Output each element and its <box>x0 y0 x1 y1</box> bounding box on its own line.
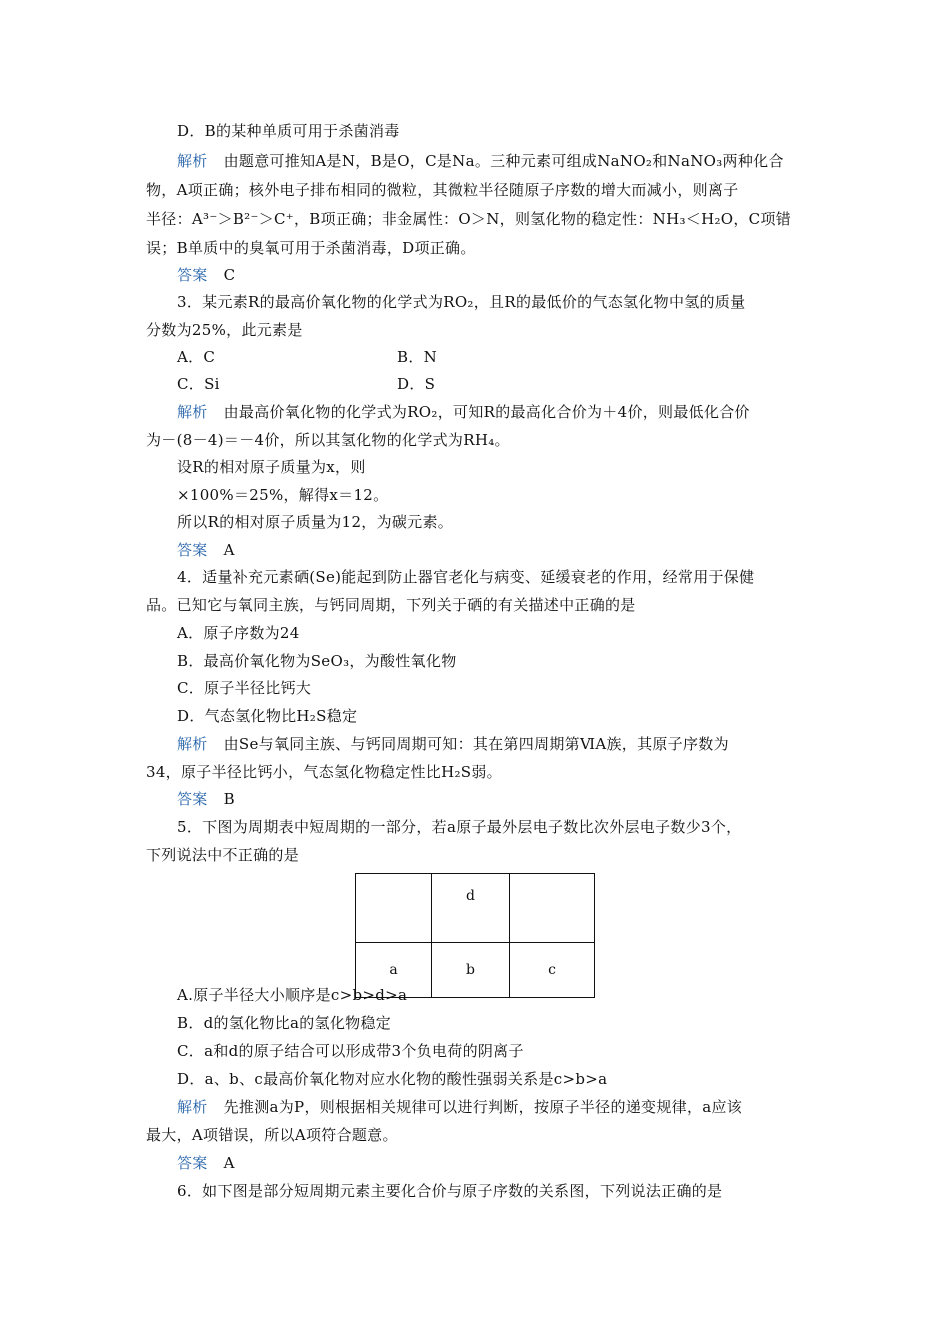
table-cell-d: d <box>432 874 510 943</box>
table-cell-b: b <box>432 943 510 998</box>
q2-explanation-line-4: 误；B单质中的臭氧可用于杀菌消毒，D项正确。 <box>146 239 476 257</box>
explanation-label: 解析 <box>177 735 208 753</box>
answer-label: 答案 <box>177 1154 208 1172</box>
q5-explanation-line-1: 解析 先推测a为P，则根据相关规律可以进行判断，按原子半径的递变规律，a应该 <box>177 1098 743 1116</box>
q5-stem-line-1: 5．下图为周期表中短周期的一部分，若a原子最外层电子数比次外层电子数少3个， <box>177 818 742 836</box>
q2-option-d: D．B的某种单质可用于杀菌消毒 <box>177 122 400 140</box>
answer-label: 答案 <box>177 790 208 808</box>
q5-option-a: A.原子半径大小顺序是c>b>d>a <box>177 986 408 1004</box>
q4-option-a: A．原子序数为24 <box>177 624 300 642</box>
q5-option-c: C．a和d的原子结合可以形成带3个负电荷的阴离子 <box>177 1042 524 1060</box>
q3-options-row-1 <box>177 347 438 367</box>
q4-answer: 答案 B <box>177 790 235 808</box>
table-row <box>356 874 595 943</box>
q3-options-row-2 <box>177 374 436 394</box>
answer-label: 答案 <box>177 541 208 559</box>
q2-explanation-line-2: 物，A项正确；核外电子排布相同的微粒，其微粒半径随原子序数的增大而减小，则离子 <box>146 181 739 199</box>
q5-option-d: D．a、b、c最高价氧化物对应水化物的酸性强弱关系是c>b>a <box>177 1070 608 1088</box>
q4-option-d: D．气态氢化物比H₂S稳定 <box>177 707 358 725</box>
q4-explanation-line-2: 34，原子半径比钙小，气态氢化物稳定性比H₂S弱。 <box>146 763 502 781</box>
q3-explanation-line-3: 设R的相对原子质量为x，则 <box>177 458 366 476</box>
explanation-label: 解析 <box>177 152 208 170</box>
q6-stem-line-1: 6．如下图是部分短周期元素主要化合价与原子序数的关系图，下列说法正确的是 <box>177 1182 723 1200</box>
q3-explanation-line-4: ×100%＝25%，解得x＝12。 <box>177 486 389 504</box>
q3-explanation-line-5: 所以R的相对原子质量为12，为碳元素。 <box>177 513 454 531</box>
q2-answer: 答案 C <box>177 266 236 284</box>
q4-option-b: B．最高价氧化物为SeO₃，为酸性氧化物 <box>177 652 457 670</box>
q3-option-c: C．Si <box>177 375 220 393</box>
q2-explanation-line-3: 半径：A³⁻＞B²⁻＞C⁺，B项正确；非金属性：O＞N，则氢化物的稳定性：NH₃＜H₂O，C项错 <box>146 210 792 228</box>
explanation-label: 解析 <box>177 403 208 421</box>
q4-stem-line-2: 品。已知它与氧同主族，与钙同周期，下列关于硒的有关描述中正确的是 <box>146 596 636 614</box>
q5-explanation-line-2: 最大，A项错误，所以A项符合题意。 <box>146 1126 398 1144</box>
q4-option-c: C．原子半径比钙大 <box>177 679 312 697</box>
q3-stem-line-2: 分数为25%，此元素是 <box>146 321 303 339</box>
table-cell <box>510 874 595 943</box>
q2-explanation-line-1: 解析 由题意可推知A是N，B是O，C是Na。三种元素可组成NaNO₂和NaNO₃两种化合 <box>177 152 784 170</box>
table-cell-c: c <box>510 943 595 998</box>
answer-label: 答案 <box>177 266 208 284</box>
q5-stem-line-2: 下列说法中不正确的是 <box>146 846 300 864</box>
q3-option-a: A．C <box>177 348 216 366</box>
periodic-table-fragment <box>355 873 595 998</box>
explanation-label: 解析 <box>177 1098 208 1116</box>
table-cell-a: a <box>356 943 432 998</box>
q3-option-b: B．N <box>397 348 438 366</box>
q5-answer: 答案 A <box>177 1154 235 1172</box>
q3-answer: 答案 A <box>177 541 235 559</box>
q3-explanation-line-2: 为－(8－4)＝－4价，所以其氢化物的化学式为RH₄。 <box>146 431 510 449</box>
q3-option-d: D．S <box>397 375 436 393</box>
table-cell <box>356 874 432 943</box>
q4-stem-line-1: 4．适量补充元素硒(Se)能起到防止器官老化与病变、延缓衰老的作用，经常用于保健 <box>177 568 755 586</box>
q4-explanation-line-1: 解析 由Se与氧同主族、与钙同周期可知：其在第四周期第ⅥA族，其原子序数为 <box>177 735 729 753</box>
q5-option-b: B．d的氢化物比a的氢化物稳定 <box>177 1014 392 1032</box>
q3-explanation-line-1: 解析 由最高价氧化物的化学式为RO₂，可知R的最高化合价为＋4价，则最低化合价 <box>177 403 750 421</box>
q3-stem-line-1: 3．某元素R的最高价氧化物的化学式为RO₂，且R的最低价的气态氢化物中氢的质量 <box>177 293 746 311</box>
